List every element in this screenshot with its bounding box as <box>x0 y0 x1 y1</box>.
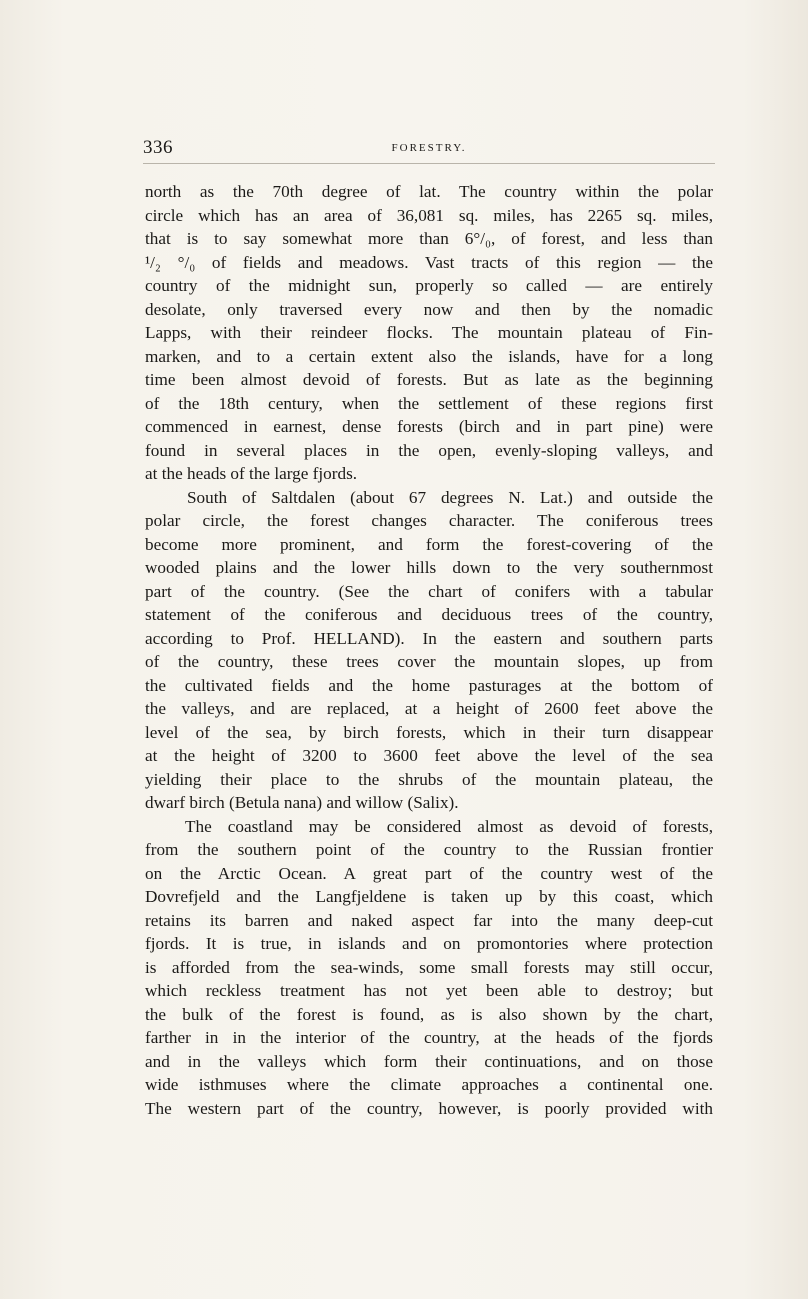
text-line: farther in in the interior of the country, at the heads of the fjords <box>145 1028 713 1047</box>
paragraph-start-line: South of Saltdalen (about 67 degrees N. Lat.) and outside the <box>187 487 713 507</box>
text-line: the bulk of the forest is found, as is also shown by the chart, <box>145 1004 713 1024</box>
text-line: time been almost devoid of forests. But as late as the beginning <box>145 370 713 389</box>
text-line: is afforded from the sea-winds, some small forests may still occur, <box>145 957 713 977</box>
text-line: part of the country. (See the chart of conifers with a tabular <box>145 581 713 601</box>
text-line: north as the 70th degree of lat. The country within the polar <box>145 182 713 201</box>
text-line: dwarf birch (Betula nana) and willow (Salix). <box>145 793 459 812</box>
text-line: become more prominent, and form the forest-covering of the <box>145 534 713 554</box>
text-line: circle which has an area of 36,081 sq. miles, has 2265 sq. miles, <box>145 205 713 225</box>
text-line: wide isthmuses where the climate approaches a continental one. <box>145 1075 713 1094</box>
text-line: desolate, only traversed every now and then by the nomadic <box>145 299 713 319</box>
text-line: country of the midnight sun, properly so called — are entirely <box>145 276 713 295</box>
text-line: and in the valleys which form their continuations, and on those <box>145 1051 713 1071</box>
text-line: marken, and to a certain extent also the islands, have for a long <box>145 346 713 366</box>
text-line: fjords. It is true, in islands and on promontories where protection <box>145 934 713 953</box>
paragraph-start-line: The coastland may be considered almost as devoid of forests, <box>185 816 713 836</box>
text-line: which reckless treatment has not yet been able to destroy; but <box>145 981 713 1000</box>
text-line: ¹/₂ °/₀ of fields and meadows. Vast tracts of this region — the <box>145 252 713 272</box>
text-line: at the heads of the large fjords. <box>145 464 358 483</box>
text-line: retains its barren and naked aspect far into the many deep-cut <box>145 910 713 930</box>
body-text <box>145 180 713 1120</box>
text-line: level of the sea, by birch forests, which in their turn disappear <box>145 722 713 742</box>
page-number: 336 <box>143 137 173 158</box>
page-header <box>143 137 715 164</box>
text-line: from the southern point of the country to the Russian frontier <box>145 840 713 859</box>
text-line: of the country, these trees cover the mountain slopes, up from <box>145 652 713 671</box>
text-line: according to Prof. HELLAND). In the eastern and southern parts <box>145 628 713 648</box>
text-line: Lapps, with their reindeer flocks. The mountain plateau of Fin- <box>145 323 713 342</box>
text-line: of the 18th century, when the settlement of these regions first <box>145 393 713 413</box>
text-line: polar circle, the forest changes character. The coniferous trees <box>145 511 713 530</box>
text-line: the cultivated fields and the home pasturages at the bottom of <box>145 675 713 695</box>
text-line: The western part of the country, however, is poorly provided with <box>145 1098 713 1118</box>
text-line: Dovrefjeld and the Langfjeldene is taken up by this coast, which <box>145 887 713 906</box>
text-line: wooded plains and the lower hills down to the very southernmost <box>145 558 713 577</box>
text-line: commenced in earnest, dense forests (birch and in part pine) were <box>145 417 713 436</box>
running-title: FORESTRY. <box>391 142 467 154</box>
text-line: at the height of 3200 to 3600 feet above the level of the sea <box>145 746 713 765</box>
text-line: the valleys, and are replaced, at a height of 2600 feet above the <box>145 699 713 718</box>
text-line: yielding their place to the shrubs of the mountain plateau, the <box>145 769 713 789</box>
text-line: that is to say somewhat more than 6°/₀, of forest, and less than <box>145 229 713 248</box>
text-line: statement of the coniferous and deciduous trees of the country, <box>145 605 713 624</box>
text-line: found in several places in the open, evenly-sloping valleys, and <box>145 440 713 460</box>
text-line: on the Arctic Ocean. A great part of the country west of the <box>145 863 713 883</box>
